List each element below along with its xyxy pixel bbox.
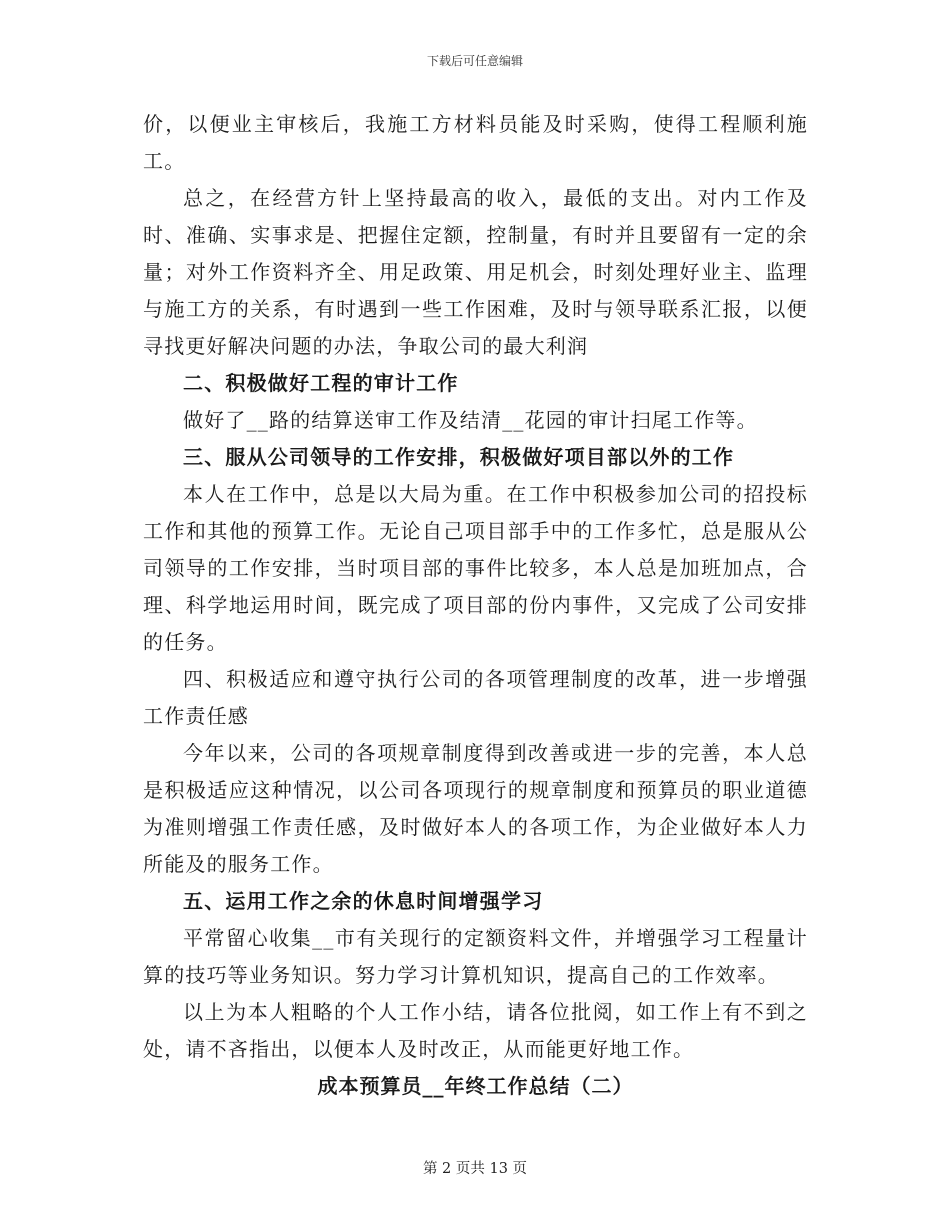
section-heading-2: 二、积极做好工程的审计工作 [183, 371, 459, 395]
paragraph-summary: 总之，在经营方针上坚持最高的收入，最低的支出。对内工作及时、准确、实事求是、把握住定额，控制量，有时并且要留有一定的余量；对外工作资料齐全、用足政策、用足机会，时刻处理好业主、监理与施工方的关系，有时遇到一些工作困难，及时与领导联系汇报，以便寻找更好解决问题的办法，争取公司的最大利润 [143, 186, 808, 358]
page-header: 下载后可任意编辑 [426, 54, 523, 68]
paragraph-study: 平常留心收集__市有关现行的定额资料文件，并增强学习工程量计算的技巧等业务知识。努力学习计算机知识，提高自己的工作效率。 [143, 926, 808, 987]
paragraph-closing: 以上为本人粗略的个人工作小结，请各位批阅，如工作上有不到之处，请不吝指出，以便本人及时改正，从而能更好地工作。 [143, 1000, 808, 1061]
document-body [143, 106, 808, 1105]
page-footer: 第 2 页共 13 页 [422, 1161, 528, 1177]
paragraph-obey: 本人在工作中，总是以大局为重。在工作中积极参加公司的招投标工作和其他的预算工作。无论自己项目部手中的工作多忙，总是服从公司领导的工作安排，当时项目部的事件比较多，本人总是加班加点，合理、科学地运用时间，既完成了项目部的份内事件，又完成了公司安排的任务。 [143, 482, 808, 654]
paragraph-rules: 今年以来，公司的各项规章制度得到改善或进一步的完善，本人总是积极适应这种情况，以公司各项现行的规章制度和预算员的职业道德为准则增强工作责任感，及时做好本人的各项工作，为企业做好本人力所能及的服务工作。 [143, 741, 808, 876]
paragraph-audit: 做好了__路的结算送审工作及结清__花园的审计扫尾工作等。 [183, 408, 758, 432]
paragraph-continuation: 价，以便业主审核后，我施工方材料员能及时采购，使得工程顺利施工。 [143, 112, 808, 173]
section-heading-3: 三、服从公司领导的工作安排，积极做好项目部以外的工作 [183, 445, 735, 469]
document-title-next: 成本预算员__年终工作总结（二） [317, 1074, 634, 1098]
section-heading-5: 五、运用工作之余的休息时间增强学习 [183, 889, 544, 913]
section-heading-4: 四、积极适应和遵守执行公司的各项管理制度的改革，进一步增强工作责任感 [143, 667, 808, 728]
